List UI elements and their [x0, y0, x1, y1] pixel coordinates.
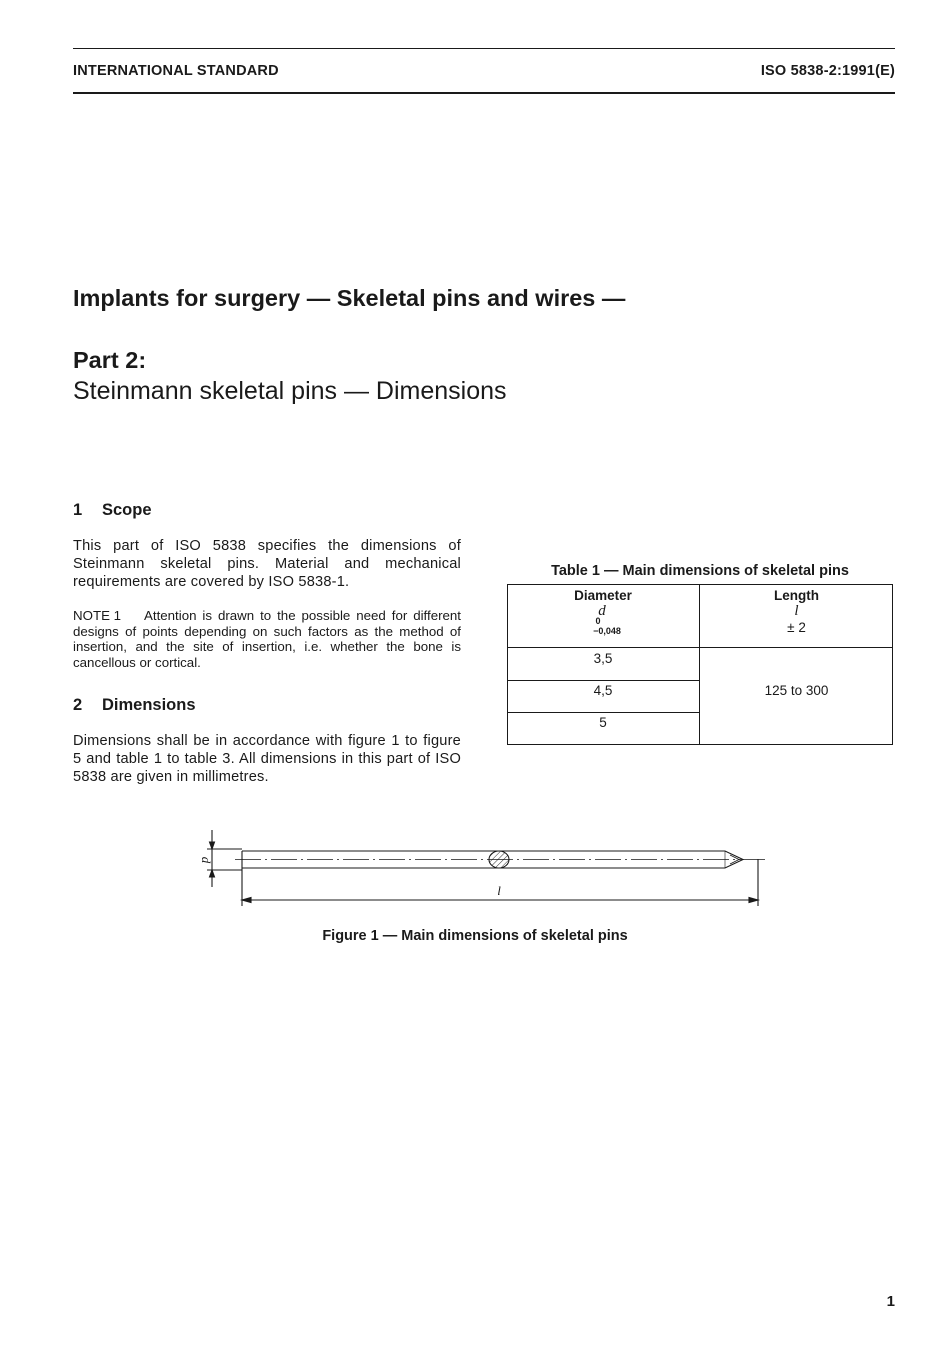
section-2-heading [73, 696, 196, 715]
note-1-text: Attention is drawn to the possible need for different designs of points depending on such factors as the method of insertion, and the site of insertion, i.e. whether the bone is cancellous or cortical. [73, 608, 461, 670]
table-cell-diameter-2: 4,5 [593, 683, 613, 698]
note-1-label: NOTE 1 [73, 608, 122, 623]
section-2-paragraph: Dimensions shall be in accordance with figure 1 to figure 5 and table 1 to table 3. All dimensions in this part of ISO 5838 are given in millimetres. [73, 733, 461, 785]
figure-1-caption: Figure 1 — Main dimensions of skeletal pins [322, 928, 628, 944]
header-document-id: ISO 5838-2:1991(E) [760, 63, 895, 79]
length-arrow-left [242, 898, 251, 903]
table-row-rule-2 [507, 712, 700, 713]
table-header-diameter-tol-upper: 0 [595, 616, 601, 626]
table-header-diameter-tol-lower: −0,048 [593, 626, 621, 636]
section-2-number: 2 [73, 696, 83, 714]
diameter-arrow-bottom [210, 870, 215, 877]
table-header-rule [507, 647, 893, 648]
table-1-caption: Table 1 — Main dimensions of skeletal pins [551, 563, 849, 579]
table-cell-diameter-1: 3,5 [593, 651, 613, 666]
table-header-length: Length [774, 588, 819, 603]
table-header-length-tolerance: ± 2 [787, 620, 806, 635]
document-title: Implants for surgery — Skeletal pins and wires — [73, 285, 626, 311]
table-header-diameter-symbol: d [598, 603, 606, 619]
pin-section-hatch [489, 851, 509, 868]
page-number: 1 [886, 1293, 895, 1310]
figure-1-drawing [190, 822, 780, 912]
section-1-title: Scope [102, 501, 152, 519]
figure-label-length: l [497, 883, 501, 898]
table-header-diameter: Diameter [574, 588, 632, 603]
note-1 [73, 608, 461, 670]
header-standard-label: INTERNATIONAL STANDARD [73, 63, 279, 79]
header-rule-bottom [73, 92, 895, 94]
section-1-heading [73, 501, 152, 520]
table-header-length-symbol: l [794, 603, 799, 619]
section-2-title: Dimensions [102, 696, 196, 714]
document-subtitle: Steinmann skeletal pins — Dimensions [73, 377, 507, 405]
table-cell-diameter-3: 5 [599, 715, 607, 730]
diameter-arrow-top [210, 842, 215, 849]
table-cell-length-range: 125 to 300 [764, 683, 829, 698]
table-1 [507, 584, 893, 745]
table-row-rule-1 [507, 680, 700, 681]
section-1-paragraph: This part of ISO 5838 specifies the dimensions of Steinmann skeletal pins. Material and mechanical requirements are covered by ISO 5838-1. [73, 538, 461, 590]
section-1-number: 1 [73, 501, 83, 519]
header-rule-top [73, 48, 895, 49]
figure-label-diameter: d [199, 856, 214, 864]
document-part-number: Part 2: [73, 347, 147, 373]
length-arrow-right [749, 898, 758, 903]
